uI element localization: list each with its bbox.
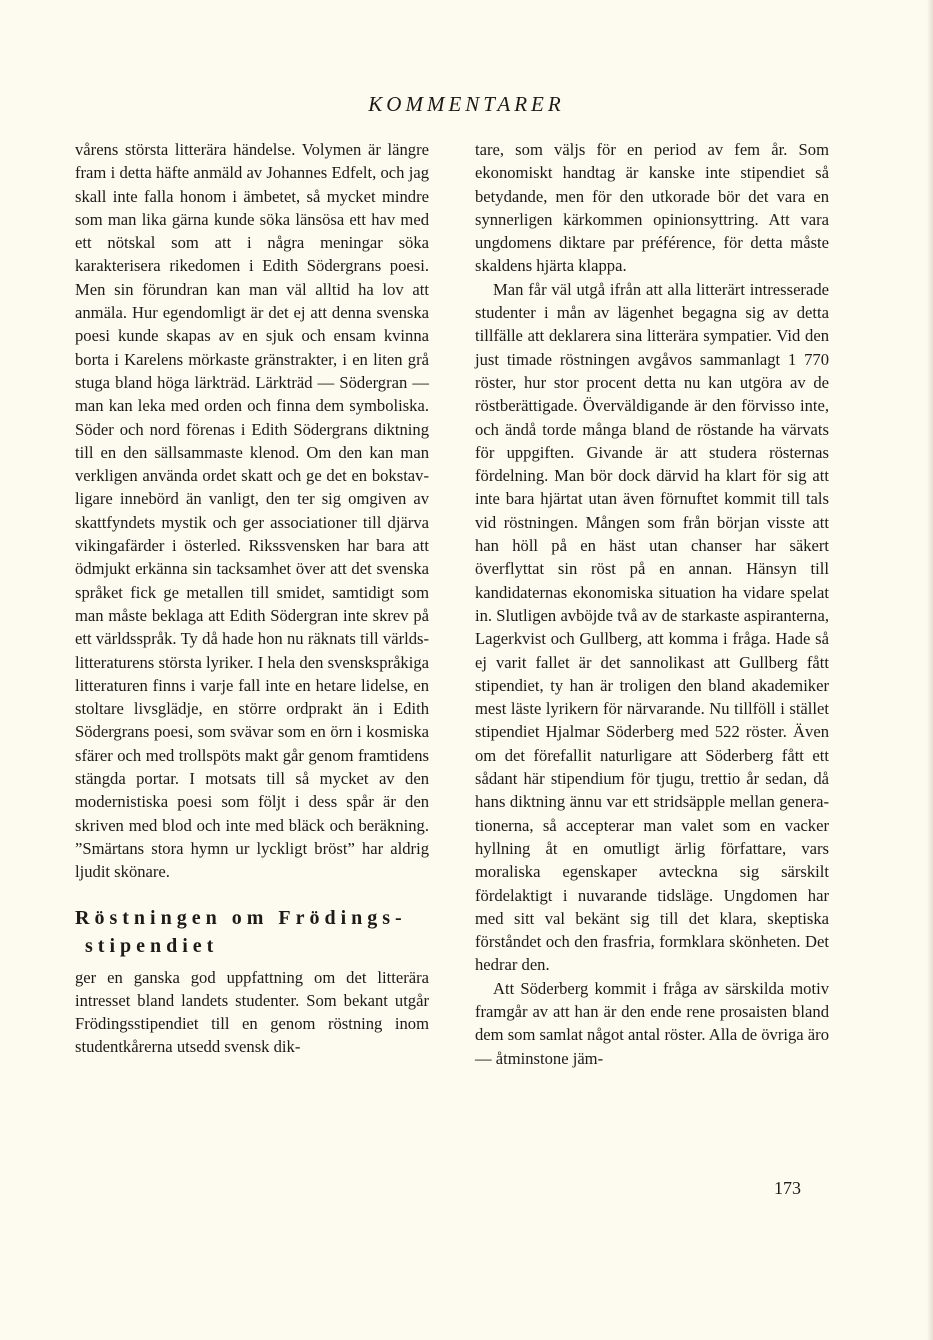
right-paragraph-3: Att Söderberg kommit i fråga av särskilda motiv framgår av att han är den ende rene prosaisten bland dem som samlat något antal röster. Alla de övriga äro — åtminstone jäm- [475,978,829,1068]
running-header: KOMMENTARER [368,92,565,116]
page-edge-shadow [927,0,933,1340]
left-column [75,138,429,1059]
left-paragraph-2: ger en ganska god uppfattning om det litterära intresset bland landets studenter. Som bekant utgår Frödingsstipendiet till en genom röstning inom studentkårerna utsedd svensk dik- [75,967,429,1057]
section-heading [75,904,429,960]
section-heading-line-1: Röstningen om Frödings- [75,906,407,929]
left-paragraph-1: vårens största litterära händelse. Volymen är längre fram i detta häfte anmäld av Johannes Edfelt, och jag skall inte falla honom i ämbetet, så mycket mindre som man lika gärna kunde söka länsösa ett hav med ett nötskal som att i några meningar söka karakterisera rikedomen i Edith Södergrans poesi. Men sin förundran kan man väl alltid ha lov att anmäla. Hur egendomligt är det ej att denna svenska poesi kunde skapas av en sjuk och ensam kvinna borta i Karelens mörkaste gränstrakter, i en liten grå stuga bland höga lärkträd. Lärkträd — Södergran — man kan leka med orden och finna dem symboliska. Söder och nord förenas i Edith Södergrans diktning till en den sällsammaste klenod. Om den kan man verkligen använda ordet skatt och ge det en bokstavligare innebörd än vanligt, den ter sig omgiven av skattfyndets mystik och ger associationer till djärva vikingafärder i österled. Rikssvensken har bara att ödmjukt erkänna sin tacksamhet över att det svenska språket fick ge metallen till smidet, samtidigt som man måste beklaga att Edith Södergran inte skrev på ett världsspråk. Ty då hade hon nu räknats till världslitteraturens största lyriker. I hela den svenskspråkiga litteraturen finns i varje fall inte en hetare lidelse, en stoltare livsglädje, en större ordprakt än i Edith Södergrans poesi, som svävar som en örn i kosmiska sfärer och med trollspöts makt går genom framtidens stängda portar. I motsats till så mycket av den modernistiska poesi som följt i dess spår är den skriven med blod och inte med bläck och beräkning. ”Smärtans stora hymn ur lyckligt bröst” har aldrig ljudit skönare. [75,140,429,882]
right-column [475,138,829,1070]
right-paragraph-1: tare, som väljs för en period av fem år. Som ekonomiskt handtag är kanske inte stipendiet så betydande, men för den utkorade bör det vara en synnerligen kärkommen opinionsyttring. Att vara ungdomens diktare par préférence, för detta måste skaldens hjärta klappa. [475,140,829,276]
right-paragraph-2: Man får väl utgå ifrån att alla litterärt intresserade studenter i mån av lägenhet begagna sig av detta tillfälle att deklarera sina litterära sympatier. Vid den just timade röstningen avgåvos sammanlagt 1 770 röster, hur stor procent detta nu kan utgöra av de röstberättigade. Överväldigande är den förvisso inte, och ändå torde många bland de röstande ha värvats för uppgiften. Givande är att studera rösternas fördelning. Man bör dock därvid ha klart för sig att inte bara hjärtat utan även förnuftet kommit till tals vid röstningen. Mången som från början visste att han höll på en häst utan chanser har säkert överflyttat sin röst på en annan. Hänsyn till kandidaternas ekonomiska situation ha vidare spelat in. Slutligen avböjde två av de starkaste aspiranterna, Lagerkvist och Gullberg, att komma i fråga. Hade så ej varit fallet är det sannolikast att Gullberg fått stipendiet, ty han är troligen den bland akademiker mest läste lyrikern för närvarande. Nu tillföll i stället stipendiet Hjalmar Söderberg med 522 röster. Även om det förefallit naturligare att Söderberg fått ett sådant här stipendium för tjugu, trettio år sedan, då hans diktning ännu var ett stridsäpple mellan generationerna, så accepterar man valet som en vacker hyllning åt en omutligt ärlig författare, vars moraliska egenskaper avteckna sig särskilt fördelaktigt i nuvarande tidsläge. Ungdomen har med sitt val bekänt sig till det klara, skeptiska förståndet och den frasfria, formklara skönheten. Det hedrar den. [475,279,829,975]
section-heading-line-2: stipendiet [85,934,219,957]
page-number: 173 [774,1178,801,1198]
